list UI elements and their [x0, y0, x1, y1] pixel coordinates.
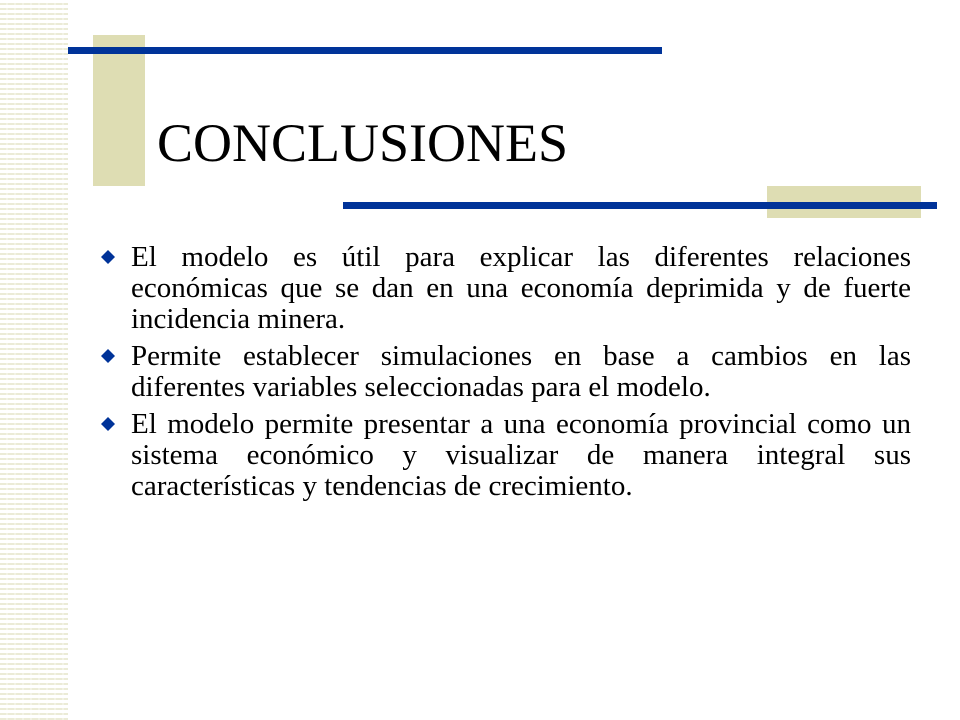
bullet-text: El modelo permite presentar a una economía provincial como un sistema económico y visualizar de manera integral sus características y tendencias de crecimiento. [131, 408, 911, 502]
diamond-bullet-icon [100, 416, 116, 432]
diamond-bullet-icon [100, 249, 116, 265]
bullet-item-3 [96, 409, 911, 502]
bullet-item-2 [96, 341, 911, 403]
diamond-bullet-icon [100, 348, 116, 364]
decorative-navy-line-top [68, 47, 662, 54]
bullet-text: El modelo es útil para explicar las diferentes relaciones económicas que se dan en una economía deprimida y de fuerte incidencia minera. [131, 241, 911, 335]
bullet-item-1 [96, 242, 911, 335]
slide-title: CONCLUSIONES [157, 113, 569, 173]
decorative-navy-line-bottom [343, 202, 937, 209]
bullet-text: Permite establecer simulaciones en base a cambios en las diferentes variables seleccionadas para el modelo. [131, 340, 911, 403]
decorative-tan-block-left [93, 35, 145, 186]
left-striped-margin [0, 0, 68, 720]
bullet-list [96, 242, 911, 508]
